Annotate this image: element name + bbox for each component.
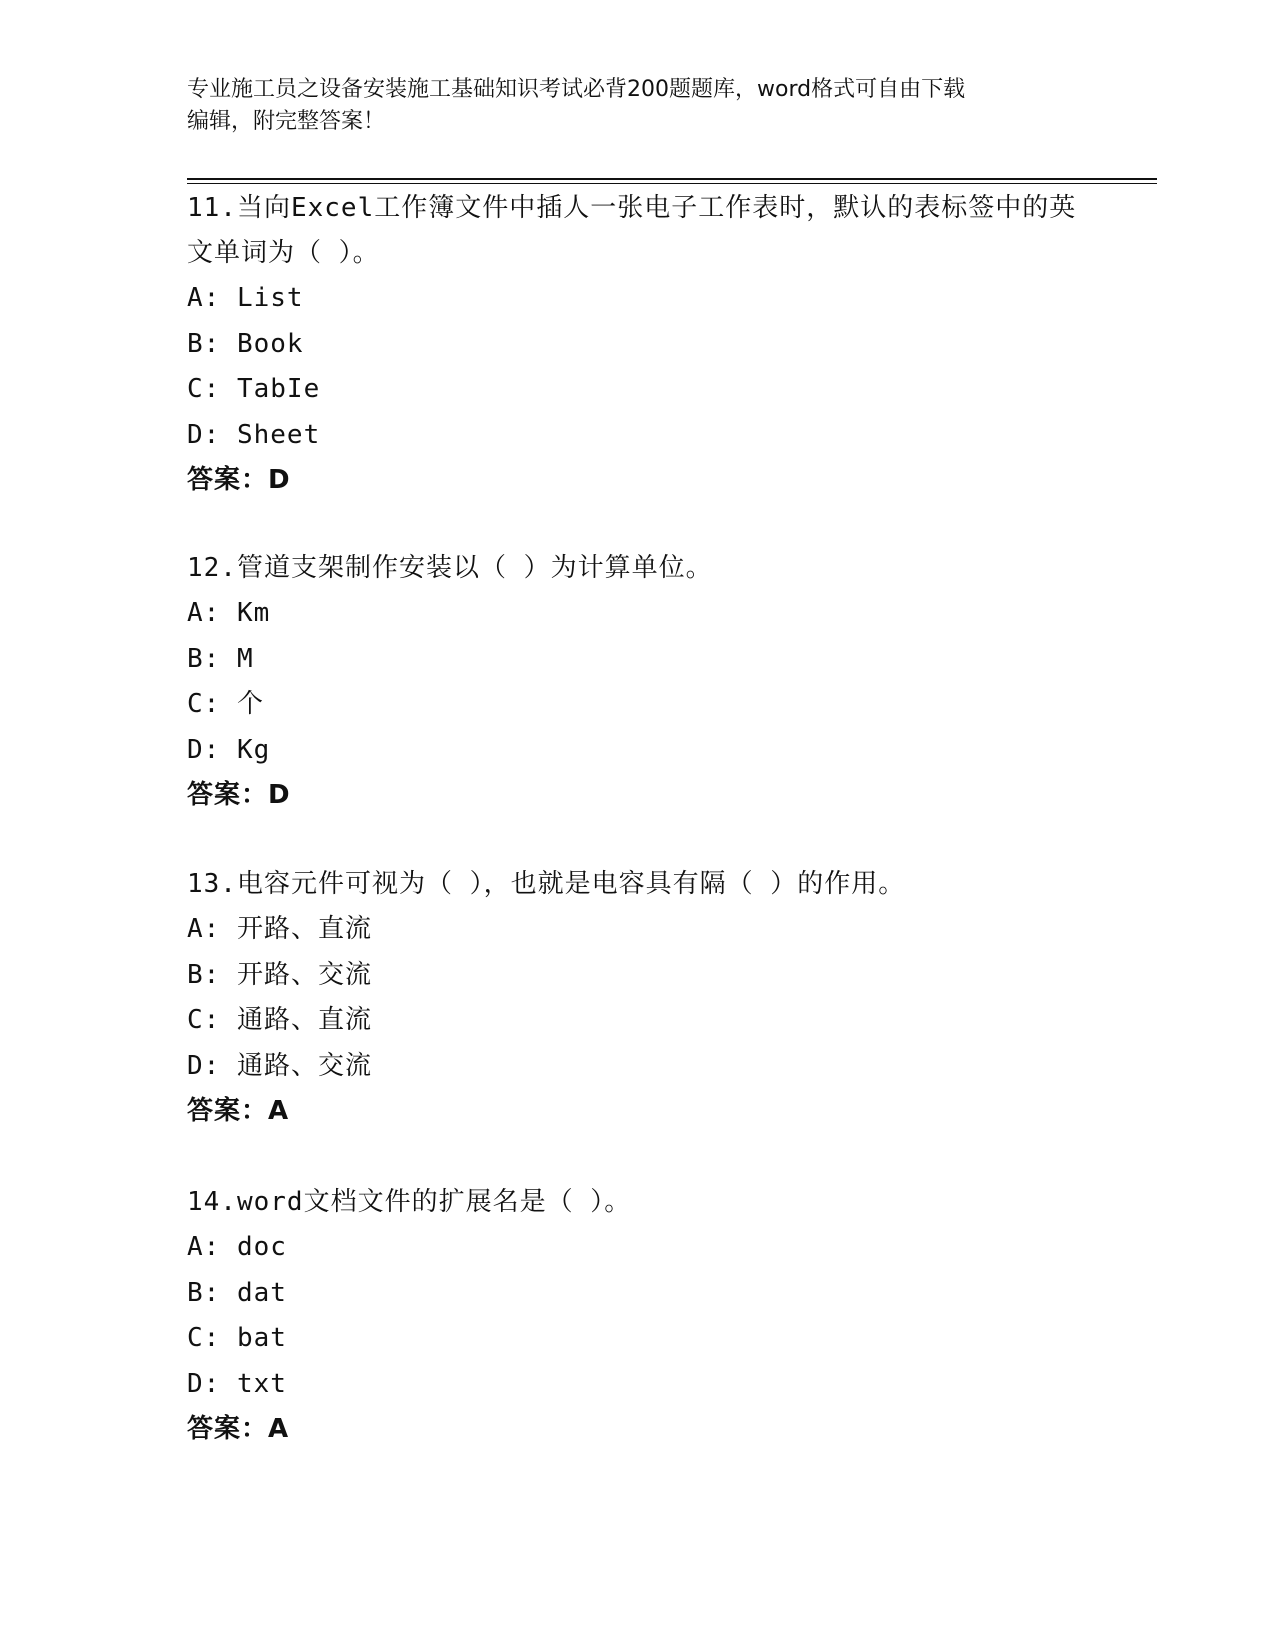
answer: 答案：D — [187, 465, 291, 495]
option-b: B: M — [187, 643, 254, 674]
option-c: C: TabIe — [187, 374, 321, 404]
header-title-line2: 编辑，附完整答案！ — [187, 109, 386, 134]
option-d: D: 通路、交流 — [187, 1050, 372, 1081]
question-13 — [187, 862, 1087, 1134]
question-14 — [187, 1180, 1087, 1452]
option-c: C: 通路、直流 — [187, 1005, 372, 1035]
option-b: B: Book — [187, 328, 304, 359]
document-header — [187, 74, 1087, 138]
option-d: D: Kg — [187, 734, 271, 765]
option-b: B: dat — [187, 1277, 287, 1308]
question-11 — [187, 186, 1087, 503]
option-a: A: 开路、直流 — [187, 914, 372, 944]
answer: 答案：A — [187, 1096, 290, 1126]
option-c: C: 个 — [187, 689, 264, 719]
question-stem: 12.管道支架制作安装以（ ）为计算单位。 — [187, 553, 713, 583]
question-stem: 11.当向Excel工作簿文件中插人一张电子工作表时，默认的表标签中的英文单词为（ ）。 — [187, 193, 1077, 268]
answer: 答案：A — [187, 1414, 290, 1444]
option-a: A: doc — [187, 1232, 287, 1262]
option-a: A: Km — [187, 598, 271, 628]
header-divider-thick — [187, 178, 1157, 180]
option-d: D: Sheet — [187, 419, 321, 450]
header-title-line1: 专业施工员之设备安装施工基础知识考试必背200题题库，word格式可自由下载 — [187, 77, 966, 102]
header-divider-thin — [187, 183, 1157, 184]
question-12 — [187, 546, 1087, 818]
option-d: D: txt — [187, 1368, 287, 1399]
answer: 答案：D — [187, 780, 291, 810]
question-stem: 14.word文档文件的扩展名是（ ）。 — [187, 1187, 632, 1217]
question-stem: 13.电容元件可视为（ ），也就是电容具有隔（ ）的作用。 — [187, 869, 906, 899]
option-b: B: 开路、交流 — [187, 959, 372, 990]
option-c: C: bat — [187, 1323, 287, 1353]
option-a: A: List — [187, 283, 304, 313]
